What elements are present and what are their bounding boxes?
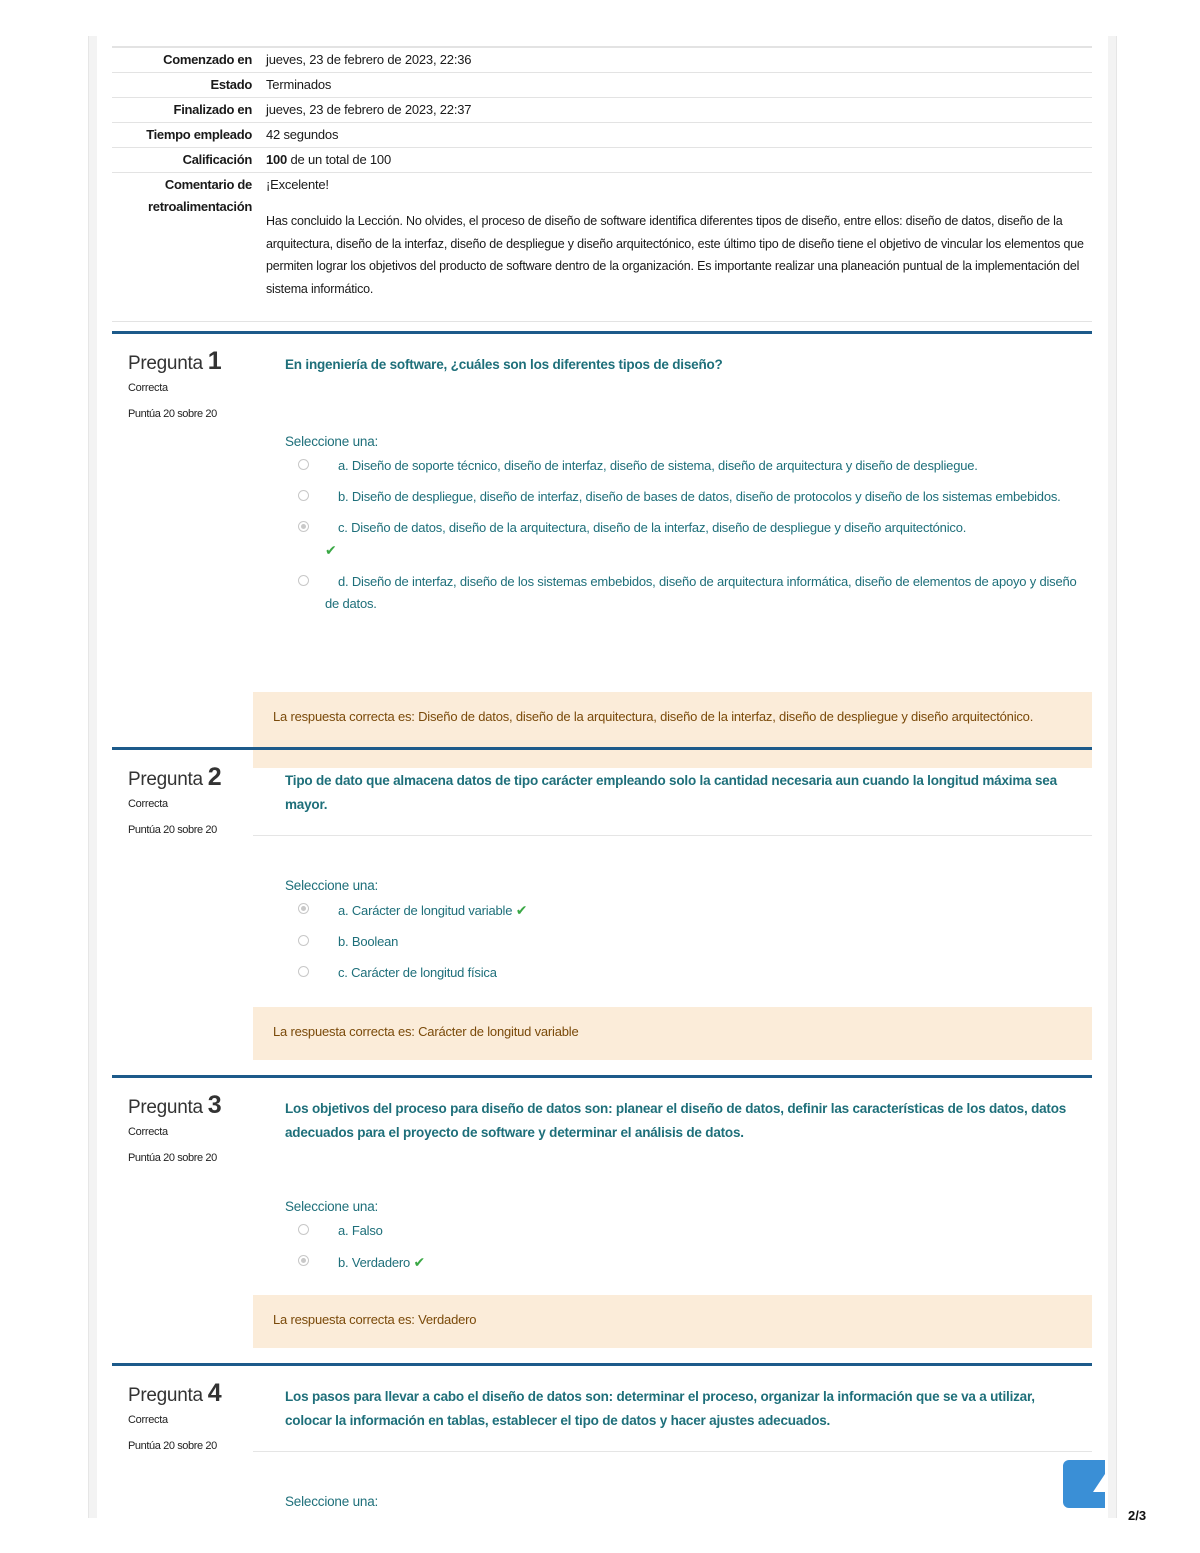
question-info xyxy=(128,1379,248,1452)
question-2 xyxy=(112,747,1092,1097)
grade-value: 100 xyxy=(266,152,288,167)
select-prompt: Seleccione una: xyxy=(285,434,379,449)
question-text: Los objetivos del proceso para diseño de datos son: planear el diseño de datos, definir las características de los datos, datos adecuados para el proyecto de software y determinar el análisis de datos. xyxy=(285,1101,1067,1140)
summary-label: Estado xyxy=(210,77,252,92)
check-icon: ✔ xyxy=(515,902,528,918)
answer-label: b. Boolean xyxy=(338,934,399,949)
summary-row-feedback xyxy=(112,172,1092,322)
radio-button-selected[interactable] xyxy=(298,903,309,914)
select-prompt: Seleccione una: xyxy=(285,1494,379,1509)
summary-row-started xyxy=(112,46,1092,72)
radio-button-selected[interactable] xyxy=(298,521,309,532)
question-content xyxy=(253,1385,1092,1509)
question-state: Correcta xyxy=(128,382,168,394)
radio-button[interactable] xyxy=(298,575,309,586)
summary-value: Terminados xyxy=(266,77,332,92)
answer-label: a. Falso xyxy=(338,1223,383,1238)
right-answer-box: La respuesta correcta es: Carácter de longitud variable xyxy=(253,1007,1092,1060)
question-divider xyxy=(112,747,1092,750)
page-number: 2/3 xyxy=(1128,1508,1147,1523)
question-number: 1 xyxy=(207,347,222,375)
check-icon: ✔ xyxy=(413,1254,425,1270)
answer-option[interactable] xyxy=(298,571,1092,615)
question-word: Pregunta xyxy=(128,1385,203,1406)
answer-list xyxy=(253,1220,1092,1274)
answer-option[interactable] xyxy=(298,1251,1092,1274)
answer-label: a. Diseño de soporte técnico, diseño de interfaz, diseño de sistema, diseño de arquitectura y diseño de despliegue. xyxy=(338,458,978,473)
radio-button[interactable] xyxy=(298,1224,309,1235)
question-info xyxy=(128,347,248,420)
summary-label: Calificación xyxy=(182,152,252,167)
question-text: Los pasos para llevar a cabo el diseño de datos son: determinar el proceso, organizar la información que se va a utilizar, colocar la información en tablas, establecer el tipo de datos y hacer ajustes adecuados. xyxy=(285,1389,1035,1428)
summary-row-grade xyxy=(112,147,1092,172)
answer-label: b. Verdadero xyxy=(338,1255,411,1270)
answer-option[interactable] xyxy=(298,962,1092,984)
answer-option[interactable] xyxy=(298,899,1092,922)
select-prompt: Seleccione una: xyxy=(285,878,379,893)
select-prompt: Seleccione una: xyxy=(285,1199,379,1214)
summary-row-time xyxy=(112,122,1092,147)
answer-list xyxy=(253,899,1092,984)
answer-label: d. Diseño de interfaz, diseño de los sistemas embebidos, diseño de arquitectura informática, diseño de elementos de apoyo y diseño de datos. xyxy=(325,574,1077,611)
edit-tab-icon[interactable] xyxy=(1063,1460,1105,1508)
feedback-title: ¡Excelente! xyxy=(266,177,329,192)
question-divider xyxy=(112,1363,1092,1366)
document-page xyxy=(88,36,1117,1518)
question-content xyxy=(253,769,1092,993)
summary-value: jueves, 23 de febrero de 2023, 22:37 xyxy=(266,102,472,117)
question-number: 2 xyxy=(207,763,222,791)
question-grade: Puntúa 20 sobre 20 xyxy=(128,1152,217,1164)
question-state: Correcta xyxy=(128,1126,168,1138)
radio-button[interactable] xyxy=(298,459,309,470)
answer-label: c. Diseño de datos, diseño de la arquitectura, diseño de la interfaz, diseño de despliegue y diseño arquitectónico. xyxy=(338,520,967,535)
answer-option[interactable] xyxy=(298,455,1092,477)
answer-option[interactable] xyxy=(298,931,1092,953)
question-1 xyxy=(112,331,1092,751)
question-state: Correcta xyxy=(128,1414,168,1426)
radio-button[interactable] xyxy=(298,966,309,977)
question-info xyxy=(128,763,248,836)
summary-label: Finalizado en xyxy=(173,102,252,117)
question-divider xyxy=(112,331,1092,334)
summary-value xyxy=(266,174,1092,320)
question-4 xyxy=(112,1363,1092,1518)
summary-value xyxy=(266,149,1092,171)
question-grade: Puntúa 20 sobre 20 xyxy=(128,1440,217,1452)
answer-option[interactable] xyxy=(298,486,1092,508)
question-number: 3 xyxy=(207,1091,222,1119)
summary-value: 42 segundos xyxy=(266,127,339,142)
question-info xyxy=(128,1091,248,1164)
radio-button[interactable] xyxy=(298,935,309,946)
grade-total: de un total de 100 xyxy=(287,152,391,167)
question-3 xyxy=(112,1075,1092,1365)
right-answer-box: La respuesta correcta es: Diseño de datos, diseño de la arquitectura, diseño de la interfaz, diseño de despliegue y diseño arquitectónico. xyxy=(253,692,1092,768)
summary-label: Comentario de retroalimentación xyxy=(148,177,252,214)
question-grade: Puntúa 20 sobre 20 xyxy=(128,824,217,836)
answer-option[interactable] xyxy=(298,1220,1092,1242)
summary-value: jueves, 23 de febrero de 2023, 22:36 xyxy=(266,52,472,67)
answer-label: a. Carácter de longitud variable xyxy=(338,903,513,918)
question-grade: Puntúa 20 sobre 20 xyxy=(128,408,217,420)
question-word: Pregunta xyxy=(128,353,203,374)
check-icon: ✔ xyxy=(325,542,337,558)
feedback-text: Has concluido la Lección. No olvides, el proceso de diseño de software identifica diferentes tipos de diseño, entre ellos: diseño de datos, diseño de la arquitectura, diseño de la interfaz, diseño de despliegue y diseño arquitectónico, este último tipo de diseño tiene el objetivo de vincular los elementos que permiten lograr los objetivos del producto de software dentro de la organización. Es importante realizar una planeación puntual de la implementación del sistema informático. xyxy=(266,214,1084,296)
answer-list xyxy=(253,455,1092,615)
summary-label: Comenzado en xyxy=(163,52,252,67)
summary-row-state xyxy=(112,72,1092,97)
right-answer-box: La respuesta correcta es: Verdadero xyxy=(253,1295,1092,1348)
attempt-summary xyxy=(112,46,1092,322)
question-number: 4 xyxy=(207,1379,222,1407)
question-content xyxy=(253,1097,1092,1283)
question-word: Pregunta xyxy=(128,1097,203,1118)
question-content xyxy=(253,353,1092,624)
summary-row-finished xyxy=(112,97,1092,122)
question-text: Tipo de dato que almacena datos de tipo carácter empleando solo la cantidad necesaria aun cuando la longitud máxima sea mayor. xyxy=(285,773,1057,812)
question-text: En ingeniería de software, ¿cuáles son los diferentes tipos de diseño? xyxy=(285,357,723,372)
radio-button-selected[interactable] xyxy=(298,1255,309,1266)
radio-button[interactable] xyxy=(298,490,309,501)
question-divider xyxy=(112,1075,1092,1078)
question-state: Correcta xyxy=(128,798,168,810)
summary-label: Tiempo empleado xyxy=(146,127,252,142)
answer-label: c. Carácter de longitud física xyxy=(338,965,497,980)
question-word: Pregunta xyxy=(128,769,203,790)
answer-label: b. Diseño de despliegue, diseño de interfaz, diseño de bases de datos, diseño de protocolos y diseño de los sistemas embebidos. xyxy=(338,489,1061,504)
answer-option[interactable] xyxy=(298,517,1092,562)
